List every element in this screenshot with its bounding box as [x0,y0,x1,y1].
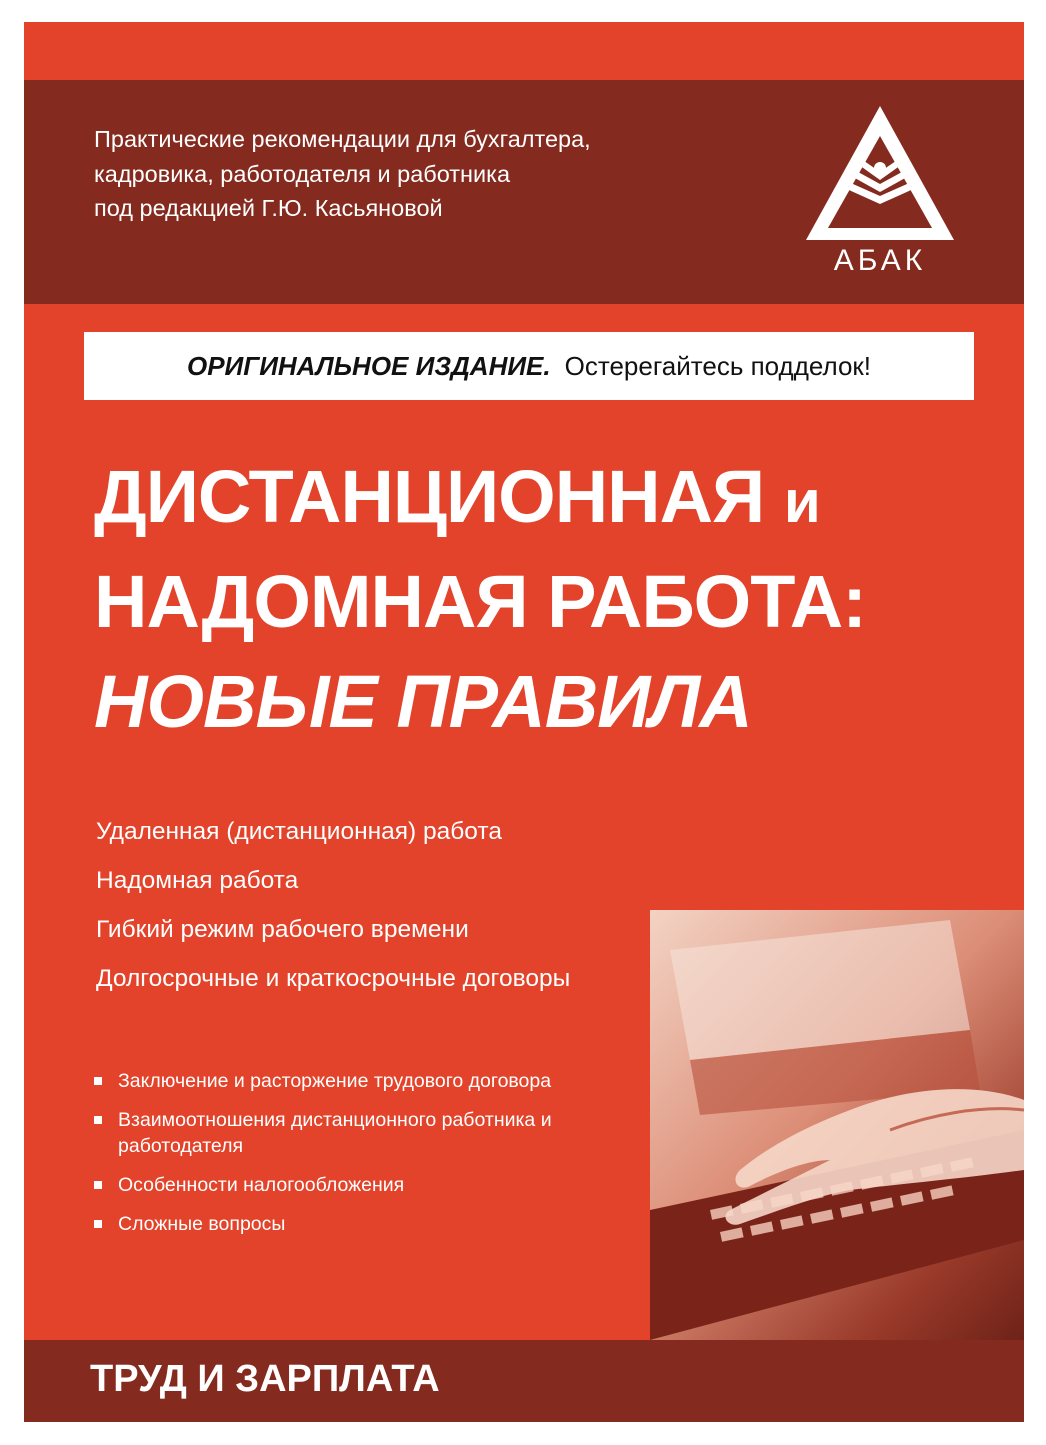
editorial-note [94,122,591,226]
bullet-item [94,1068,578,1094]
topic-item: Гибкий режим рабочего времени [96,916,469,943]
bullet-square-icon [94,1077,102,1085]
publisher-logo [800,100,960,278]
bullet-text: Особенности налогообложения [118,1174,405,1196]
book-title [94,447,866,752]
keyboard-photo [650,910,1024,1340]
editorial-line-1: Практические рекомендации для бухгалтера, [94,126,591,152]
bullet-text: Сложные вопросы [118,1213,286,1235]
bullet-square-icon [94,1116,102,1124]
title-line-3: НОВЫЕ ПРАВИЛА [94,660,752,743]
series-name: ТРУД И ЗАРПЛАТА [90,1358,440,1400]
topics-list [96,816,596,1012]
title-line-2: НАДОМНАЯ РАБОТА: [94,560,866,643]
editorial-line-2: кадровика, работодателя и работника [94,160,511,187]
title-line-1 [94,447,866,552]
bullet-text: Заключение и расторжение трудового договора [118,1070,552,1092]
publisher-name: АБАК [833,244,927,277]
bullet-item [94,1211,578,1237]
book-cover [24,22,1024,1422]
warning-text: Остерегайтесь подделок! [564,350,872,381]
warning-strong: ОРИГИНАЛЬНОЕ ИЗДАНИЕ. [186,350,551,381]
hand-typing-illustration [650,910,1024,1340]
bullet-square-icon [94,1181,102,1189]
editorial-line-3: под редакцией Г.Ю. Касьяновой [94,195,443,221]
title-line-1-main: ДИСТАНЦИОННАЯ [94,455,765,538]
title-line-1-conj: и [783,468,820,535]
bullet-list [94,1068,578,1250]
authenticity-warning [84,332,974,400]
bullet-item [94,1172,578,1198]
topic-item: Долгосрочные и краткосрочные договоры [96,965,571,992]
topic-item: Надомная работа [96,867,299,894]
bullet-text: Взаимоотношения дистанционного работника и работодателя [118,1109,552,1157]
bullet-square-icon [94,1220,102,1228]
topic-item: Удаленная (дистанционная) работа [96,818,502,845]
bullet-item [94,1107,578,1159]
